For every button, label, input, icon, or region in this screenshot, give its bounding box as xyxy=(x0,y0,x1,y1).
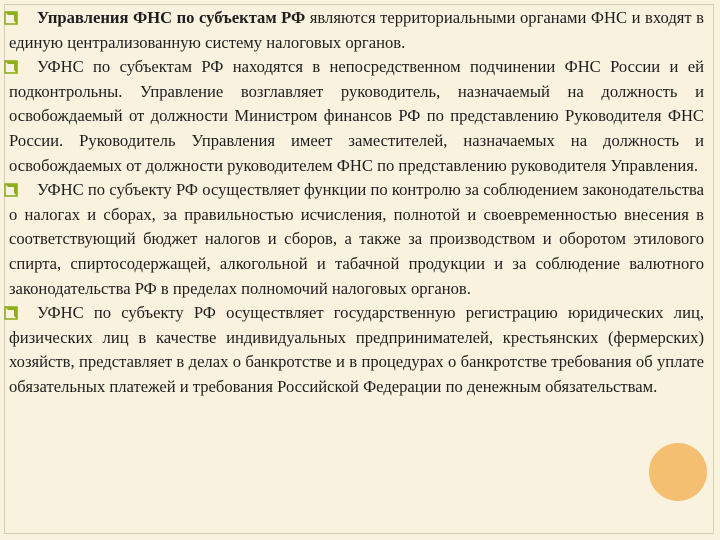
paragraph-1 xyxy=(9,6,704,55)
paragraph-4-text: УФНС по субъекту РФ осуществляет государственную регистрацию юридических лиц, физических лиц в качестве индивидуальных предпринимателей, крестьянских (фермерских) хозяйств, представляет в делах о банкротстве и в процедурах о банкротстве требования об уплате обязательных платежей и требования Российской Федерации по денежным обязательствам. xyxy=(9,303,704,396)
bullet-icon xyxy=(3,182,19,198)
slide-content xyxy=(9,6,704,400)
paragraph-2 xyxy=(9,55,704,178)
bullet-icon xyxy=(3,10,19,26)
decorative-circle xyxy=(649,443,707,501)
paragraph-4 xyxy=(9,301,704,399)
paragraph-1-bold: Управления ФНС по субъектам РФ xyxy=(37,8,306,27)
bullet-icon xyxy=(3,305,19,321)
bullet-icon xyxy=(3,59,19,75)
paragraph-2-text: УФНС по субъектам РФ находятся в непосредственном подчинении ФНС России и ей подконтрольны. Управление возглавляет руководитель, назначаемый на должность и освобождаемый от должности Министром финансов РФ по представлению Руководителя ФНС России. Руководитель Управления имеет заместителей, назначаемых на должность и освобождаемых от должности руководителем ФНС по представлению руководителя Управления. xyxy=(9,57,704,175)
paragraph-1-text: являются территориальными органами ФНС и входят в единую централизованную систему налоговых органов. xyxy=(9,8,704,52)
paragraph-3-text: УФНС по субъекту РФ осуществляет функции по контролю за соблюдением законодательства о налогах и сборах, за правильностью исчисления, полнотой и своевременностью внесения в соответствующий бюджет налогов и сборов, а также за производством и оборотом этилового спирта, спиртосодержащей, алкогольной и табачной продукции и за соблюдение валютного законодательства РФ в пределах полномочий налоговых органов. xyxy=(9,180,704,298)
paragraph-3 xyxy=(9,178,704,301)
